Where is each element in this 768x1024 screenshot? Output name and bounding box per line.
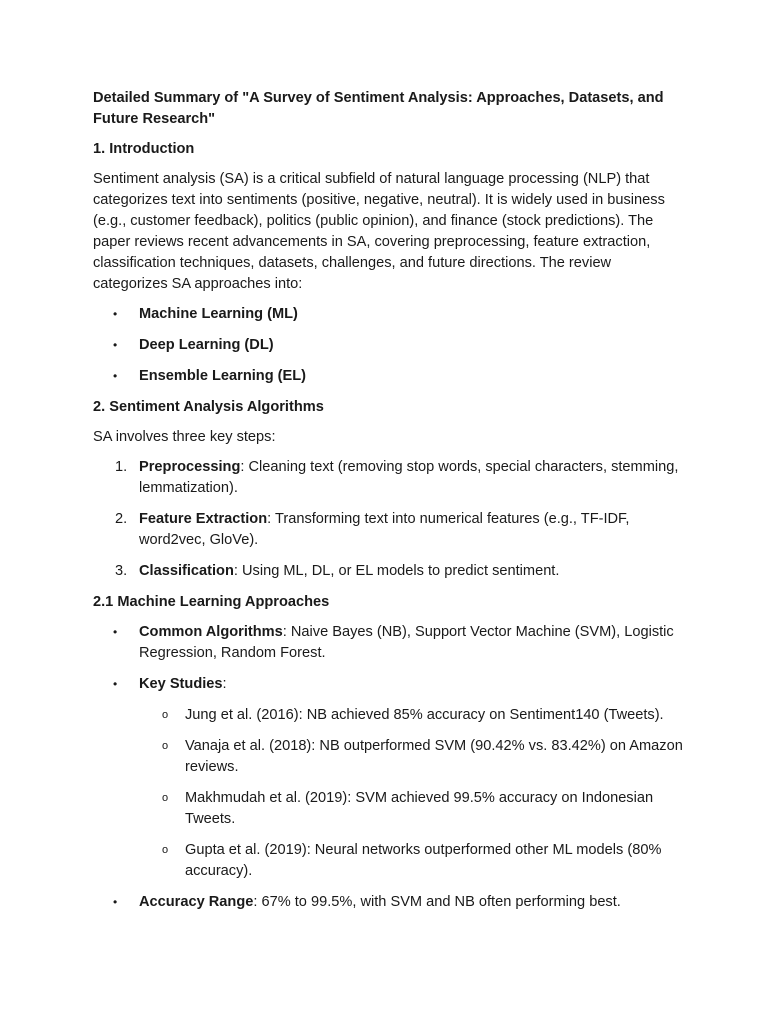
step-number: 1. [115,459,128,475]
common-algorithms-text: : Naive Bayes (NB), Support Vector Machine (SVM), Logistic Regression, Random Forest. [139,624,674,661]
sub-bullet-marker: o [162,740,169,752]
approach-list [93,304,683,387]
ml-list [93,622,683,695]
list-item [93,509,683,551]
bullet-marker: • [113,625,118,639]
key-studies-suffix: : [222,676,227,692]
list-item-text: Machine Learning (ML) [139,306,298,322]
key-studies-term: Key Studies [139,676,223,692]
list-item-text: Deep Learning (DL) [139,337,274,353]
section-heading-algorithms: 2. Sentiment Analysis Algorithms [93,399,324,415]
list-item [93,335,683,356]
step-number: 2. [115,511,128,527]
introduction-paragraph: Sentiment analysis (SA) is a critical subfield of natural language processing (NLP) that categorizes text into sentiments (positive, negative, neutral). It is widely used in business (e.g., customer feedback), politics (public opinion), and finance (stock predictions). The paper reviews recent advancements in SA, covering preprocessing, feature extraction, classification techniques, datasets, challenges, and future directions. The review categorizes SA approaches into: [93,171,665,292]
study-text: Jung et al. (2016): NB achieved 85% accuracy on Sentiment140 (Tweets). [185,707,664,723]
list-item [93,674,683,695]
list-item [93,788,683,830]
sub-bullet-marker: o [162,844,169,856]
list-item [93,366,683,387]
list-item [93,561,683,582]
bullet-marker: • [113,307,118,321]
bullet-marker: • [113,338,118,352]
list-item [93,622,683,664]
document-page [93,88,683,923]
list-item [93,304,683,325]
sub-bullet-marker: o [162,709,169,721]
step-text: : Transforming text into numerical features (e.g., TF-IDF, word2vec, GloVe). [139,511,630,548]
steps-list [93,457,683,582]
sub-bullet-marker: o [162,792,169,804]
step-text: : Using ML, DL, or EL models to predict sentiment. [233,563,560,579]
list-item [93,892,683,913]
step-text: : Cleaning text (removing stop words, special characters, stemming, lemmatization). [139,459,679,496]
study-text: Gupta et al. (2019): Neural networks outperformed other ML models (80% accuracy). [185,842,662,879]
accuracy-range-term: Accuracy Range [139,894,254,910]
study-text: Makhmudah et al. (2019): SVM achieved 99.5% accuracy on Indonesian Tweets. [185,790,654,827]
bullet-marker: • [113,369,118,383]
accuracy-range-text: : 67% to 99.5%, with SVM and NB often performing best. [253,894,621,910]
step-term: Preprocessing [139,459,241,475]
list-item [93,457,683,499]
section-heading-ml-approaches: 2.1 Machine Learning Approaches [93,594,330,610]
study-text: Vanaja et al. (2018): NB outperformed SVM (90.42% vs. 83.42%) on Amazon reviews. [185,738,683,775]
studies-list [93,705,683,882]
step-term: Classification [139,563,234,579]
list-item [93,736,683,778]
list-item-text: Ensemble Learning (EL) [139,368,307,384]
document-title: Detailed Summary of "A Survey of Sentiment Analysis: Approaches, Datasets, and Future Research" [93,90,664,127]
common-algorithms-term: Common Algorithms [139,624,283,640]
bullet-marker: • [113,895,118,909]
list-item [93,840,683,882]
list-item [93,705,683,726]
bullet-marker: • [113,677,118,691]
step-term: Feature Extraction [139,511,268,527]
step-number: 3. [115,563,128,579]
algorithms-paragraph: SA involves three key steps: [93,429,276,445]
section-heading-introduction: 1. Introduction [93,141,195,157]
accuracy-list [93,892,683,913]
